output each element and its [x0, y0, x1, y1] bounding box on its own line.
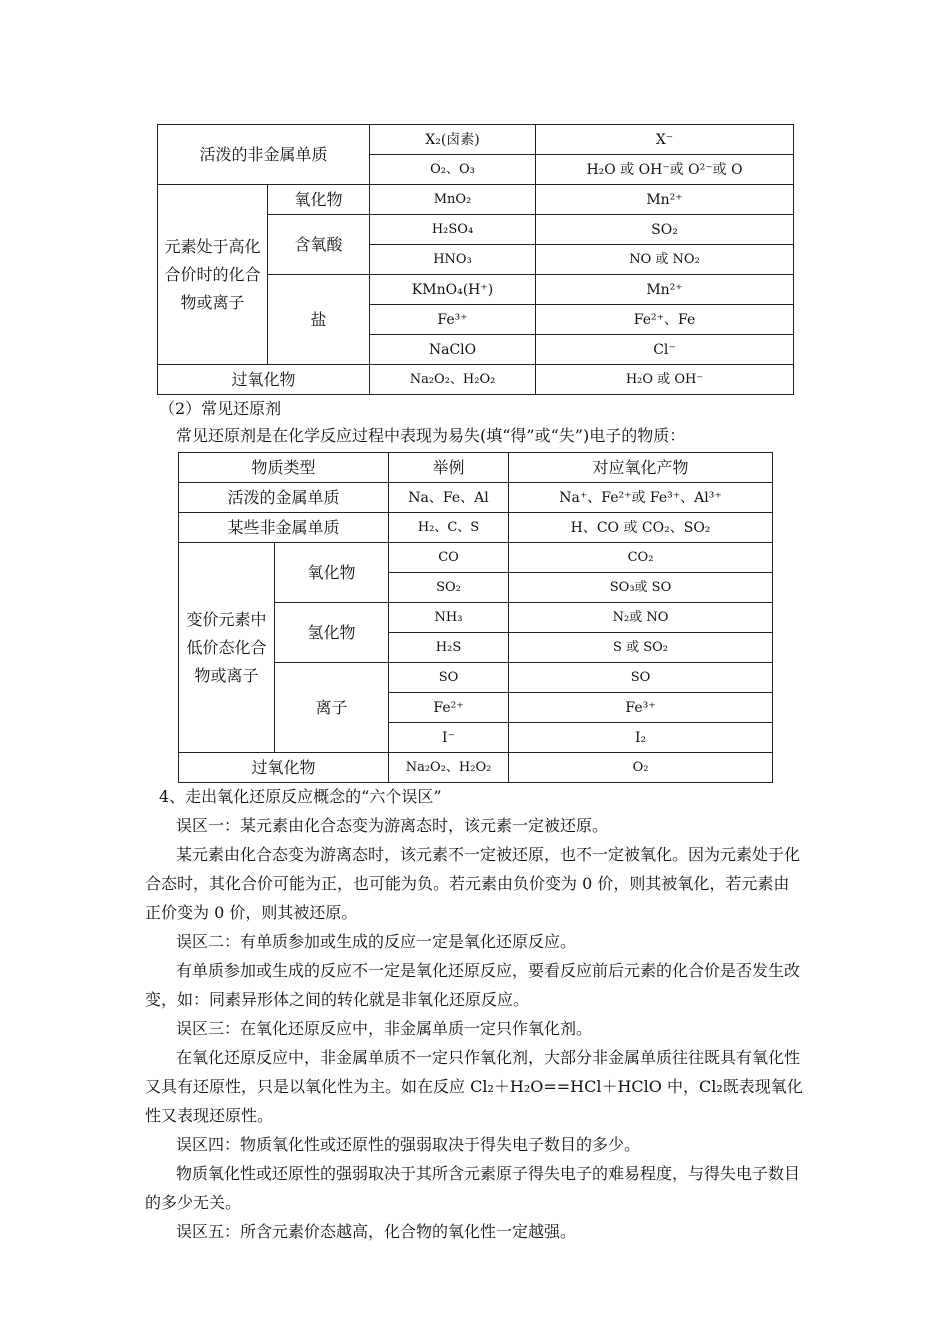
- cell-nh3: NH₃: [389, 603, 509, 633]
- cell-h2o-product: H₂O 或 OH⁻或 O²⁻或 O: [536, 155, 794, 185]
- cell-so-product: SO: [509, 663, 773, 693]
- error-5-title: 误区五：所含元素价态越高，化合物的氧化性一定越强。: [176, 1222, 577, 1241]
- cell-hno3: HNO₃: [370, 245, 536, 275]
- cell-cl: Cl⁻: [536, 335, 794, 365]
- cell-oxide: 氧化物: [275, 543, 389, 603]
- cell-x2: X₂(卤素): [370, 125, 536, 155]
- cell-nonmetal-products: H、CO 或 CO₂、SO₂: [509, 513, 773, 543]
- cell-h2s: H₂S: [389, 633, 509, 663]
- cell-mn2-1: Mn²⁺: [536, 185, 794, 215]
- cell-mno2: MnO₂: [370, 185, 536, 215]
- cell-o2: O₂: [509, 753, 773, 783]
- heading-errors: 4、走出氧化还原反应概念的“六个误区”: [159, 787, 442, 806]
- error-1-body: 某元素由化合态变为游离态时，该元素不一定被还原，也不一定被氧化。因为元素处于化合态时，其化合价可能为正，也可能为负。若元素由负价变为 0 价，则其被氧化，若元素由正价变为 0 价，则其被还原。: [145, 845, 801, 922]
- cell-ion: 离子: [275, 663, 389, 753]
- error-3-title: 误区三：在氧化还原反应中，非金属单质一定只作氧化剂。: [176, 1019, 593, 1038]
- cell-metal-ions: Na⁺、Fe²⁺或 Fe³⁺、Al³⁺: [509, 483, 773, 513]
- header-example: 举例: [389, 453, 509, 483]
- cell-so: SO: [389, 663, 509, 693]
- header-product: 对应氧化产物: [509, 453, 773, 483]
- intro-reducer: 常见还原剂是在化学反应过程中表现为易失(填“得”或“失”)电子的物质：: [176, 426, 686, 445]
- cell-some-nonmetal: 某些非金属单质: [179, 513, 389, 543]
- cell-low-valence: 变价元素中低价态化合物或离子: [179, 543, 275, 753]
- cell-na2o2: Na₂O₂、H₂O₂: [389, 753, 509, 783]
- cell-x-ion: X⁻: [536, 125, 794, 155]
- cell-oxide: 氧化物: [268, 185, 370, 215]
- cell-so2: SO₂: [389, 573, 509, 603]
- reducer-table: [178, 452, 773, 783]
- cell-fe3: Fe³⁺: [370, 305, 536, 335]
- cell-i: I⁻: [389, 723, 509, 753]
- error-2-body: 有单质参加或生成的反应不一定是氧化还原反应，要看反应前后元素的化合价是否发生改变，如：同素异形体之间的转化就是非氧化还原反应。: [145, 961, 801, 1009]
- error-2-title: 误区二：有单质参加或生成的反应一定是氧化还原反应。: [176, 932, 577, 951]
- error-4-body: 物质氧化性或还原性的强弱取决于其所含元素原子得失电子的难易程度，与得失电子数目的多少无关。: [145, 1164, 801, 1212]
- cell-no: NO 或 NO₂: [536, 245, 794, 275]
- cell-metals: Na、Fe、Al: [389, 483, 509, 513]
- cell-o2-o3: O₂、O₃: [370, 155, 536, 185]
- cell-s: S 或 SO₂: [509, 633, 773, 663]
- cell-co2: CO₂: [509, 543, 773, 573]
- cell-peroxide: 过氧化物: [158, 365, 370, 395]
- cell-i2: I₂: [509, 723, 773, 753]
- cell-fe2: Fe²⁺: [389, 693, 509, 723]
- cell-kmno4: KMnO₄(H⁺): [370, 275, 536, 305]
- cell-naclo: NaClO: [370, 335, 536, 365]
- cell-hydride: 氢化物: [275, 603, 389, 663]
- cell-oxyacid: 含氧酸: [268, 215, 370, 275]
- cell-salt: 盐: [268, 275, 370, 365]
- cell-co: CO: [389, 543, 509, 573]
- error-1-title: 误区一：某元素由化合态变为游离态时，该元素一定被还原。: [176, 816, 609, 835]
- header-type: 物质类型: [179, 453, 389, 483]
- error-4-title: 误区四：物质氧化性或还原性的强弱取决于得失电子数目的多少。: [176, 1135, 641, 1154]
- cell-active-metal: 活泼的金属单质: [179, 483, 389, 513]
- cell-mn2-2: Mn²⁺: [536, 275, 794, 305]
- cell-h2so4: H₂SO₄: [370, 215, 536, 245]
- cell-na2o2: Na₂O₂、H₂O₂: [370, 365, 536, 395]
- cell-h2o-oh: H₂O 或 OH⁻: [536, 365, 794, 395]
- cell-peroxide: 过氧化物: [179, 753, 389, 783]
- cell-so3: SO₃或 SO: [509, 573, 773, 603]
- error-3-body: 在氧化还原反应中，非金属单质不一定只作氧化剂，大部分非金属单质往往既具有氧化性又具有还原性，只是以氧化性为主。如在反应 Cl₂＋H₂O==HCl＋HClO 中，Cl₂既表现氧化性又表现还原性。: [145, 1048, 803, 1125]
- cell-fe3: Fe³⁺: [509, 693, 773, 723]
- cell-n2: N₂或 NO: [509, 603, 773, 633]
- oxidizer-table: [157, 124, 794, 395]
- cell-high-valence: 元素处于高化合价时的化合物或离子: [158, 185, 268, 365]
- cell-fe2-fe: Fe²⁺、Fe: [536, 305, 794, 335]
- heading-reducer: （2）常见还原剂: [159, 399, 282, 418]
- cell-so2: SO₂: [536, 215, 794, 245]
- cell-h2-c-s: H₂、C、S: [389, 513, 509, 543]
- cell-nonmetal: 活泼的非金属单质: [158, 125, 370, 185]
